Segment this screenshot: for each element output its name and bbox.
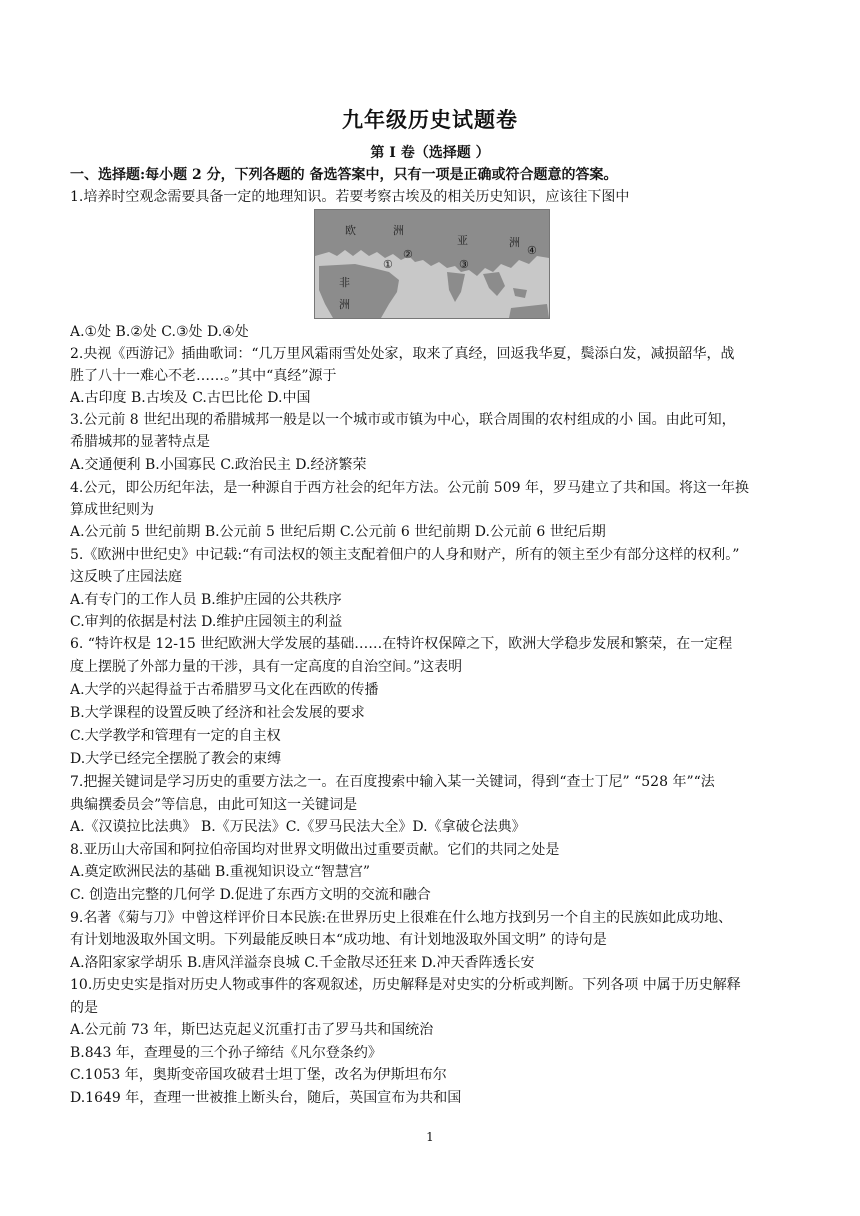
- question-text: 典编撰委员会”等信息，由此可知这一关键词是: [70, 797, 358, 813]
- question-text: 有计划地汲取外国文明。下列最能反映日本“成功地、有计划地汲取外国文明” 的诗句是: [70, 932, 607, 948]
- map-marker-1: ①: [383, 258, 393, 271]
- answer-option: D.大学已经完全摆脱了教会的束缚: [70, 751, 282, 767]
- world-map-figure: [314, 209, 550, 319]
- map-label-as2: 洲: [509, 236, 520, 249]
- answer-options: A.有专门的工作人员 B.维护庄园的公共秩序: [70, 592, 342, 608]
- question-text: 4.公元，即公历纪年法，是一种源自于西方社会的纪年方法。公元前 509 年，罗马建立了共和国。将这一年换: [70, 480, 749, 496]
- question-text: 的是: [70, 1000, 98, 1016]
- map-label-eu1: 欧: [345, 224, 356, 237]
- question-text: 10.历史史实是指对历史人物或事件的客观叙述，历史解释是对史实的分析或判断。下列各项 中属于历史解释: [70, 977, 741, 993]
- map-marker-2: ②: [403, 248, 413, 261]
- map-marker-3: ③: [459, 258, 469, 271]
- question-text: 度上摆脱了外部力量的干涉，具有一定高度的自治空间。”这表明: [70, 659, 463, 675]
- question-text: 希腊城邦的显著特点是: [70, 434, 210, 450]
- question-text: 胜了八十一难心不老……。”其中“真经”源于: [70, 368, 337, 384]
- answer-option: A.公元前 73 年，斯巴达克起义沉重打击了罗马共和国统治: [70, 1022, 434, 1038]
- question-text: 这反映了庄园法庭: [70, 569, 182, 585]
- answer-option: D.1649 年，查理一世被推上断头台，随后，英国宣布为共和国: [70, 1090, 462, 1106]
- question-text: 2.央视《西游记》插曲歌词：“几万里风霜雨雪处处家，取来了真经，回返我华夏，鬓添白发，减损韶华，战: [70, 346, 735, 362]
- question-text: 7.把握关键词是学习历史的重要方法之一。在百度搜索中输入某一关键词，得到“查士丁尼” “528 年”“法: [70, 774, 715, 790]
- map-label-af2: 洲: [339, 298, 350, 311]
- answer-option: B.大学课程的设置反映了经济和社会发展的要求: [70, 705, 365, 721]
- answer-options: A.奠定欧洲民法的基础 B.重视知识设立“智慧宫”: [70, 864, 371, 880]
- answer-options: A.《汉谟拉比法典》 B.《万民法》C.《罗马民法大全》D.《拿破仑法典》: [70, 819, 526, 835]
- question-text: 8.亚历山大帝国和阿拉伯帝国均对世界文明做出过重要贡献。它们的共同之处是: [70, 842, 560, 858]
- answer-option: B.843 年，查理曼的三个孙子缔结《凡尔登条约》: [70, 1045, 382, 1061]
- volume-subtitle: 第 I 卷（选择题 ）: [370, 145, 490, 161]
- page-number: 1: [426, 1130, 434, 1144]
- answer-option: C.1053 年，奥斯变帝国攻破君士坦丁堡，改名为伊斯坦布尔: [70, 1067, 447, 1083]
- answer-option: A.大学的兴起得益于古希腊罗马文化在西欧的传播: [70, 682, 379, 698]
- answer-options: A.古印度 B.古埃及 C.古巴比伦 D.中国: [70, 390, 311, 406]
- question-text: 3.公元前 8 世纪出现的希腊城邦一般是以一个城市或市镇为中心，联合周围的农村组成的小 国。由此可知，: [70, 412, 736, 428]
- question-text: 5.《欧洲中世纪史》中记载:“有司法权的领主支配着佃户的人身和财产，所有的领主至少有部分这样的权利。”: [70, 547, 740, 563]
- question-text: 6. “特许权是 12-15 世纪欧洲大学发展的基础……在特许权保障之下，欧洲大学稳步发展和繁荣，在一定程: [70, 636, 733, 652]
- answer-options: C.审判的依据是村法 D.维护庄园领主的利益: [70, 614, 343, 630]
- answer-option: C.大学教学和管理有一定的自主权: [70, 728, 281, 744]
- map-label-as1: 亚: [457, 234, 468, 247]
- answer-options: C. 创造出完整的几何学 D.促进了东西方文明的交流和融合: [70, 887, 431, 903]
- map-label-af1: 非: [339, 276, 350, 289]
- answer-options: A.公元前 5 世纪前期 B.公元前 5 世纪后期 C.公元前 6 世纪前期 D.公元前 6 世纪后期: [70, 524, 606, 540]
- answer-options: A.洛阳家家学胡乐 B.唐风洋溢奈良城 C.千金散尽还狂来 D.冲天香阵透长安: [70, 955, 535, 971]
- section-heading: 一、选择题:每小题 2 分，下列各题的 备选答案中，只有一项是正确或符合题意的答案。: [70, 167, 618, 183]
- question-text: 9.名著《菊与刀》中曾这样评价日本民族:在世界历史上很难在什么地方找到另一个自主的民族如此成功地、: [70, 910, 733, 926]
- answer-options: A.①处 B.②处 C.③处 D.④处: [70, 324, 249, 340]
- question-text: 1.培养时空观念需要具备一定的地理知识。若要考察古埃及的相关历史知识，应该往下图中: [70, 189, 630, 205]
- page-title: 九年级历史试题卷: [342, 107, 518, 132]
- answer-options: A.交通便利 B.小国寡民 C.政治民主 D.经济繁荣: [70, 457, 367, 473]
- map-label-eu2: 洲: [393, 224, 404, 237]
- map-marker-4: ④: [527, 244, 537, 257]
- question-text: 算成世纪则为: [70, 502, 154, 518]
- world-map-image: [315, 210, 549, 318]
